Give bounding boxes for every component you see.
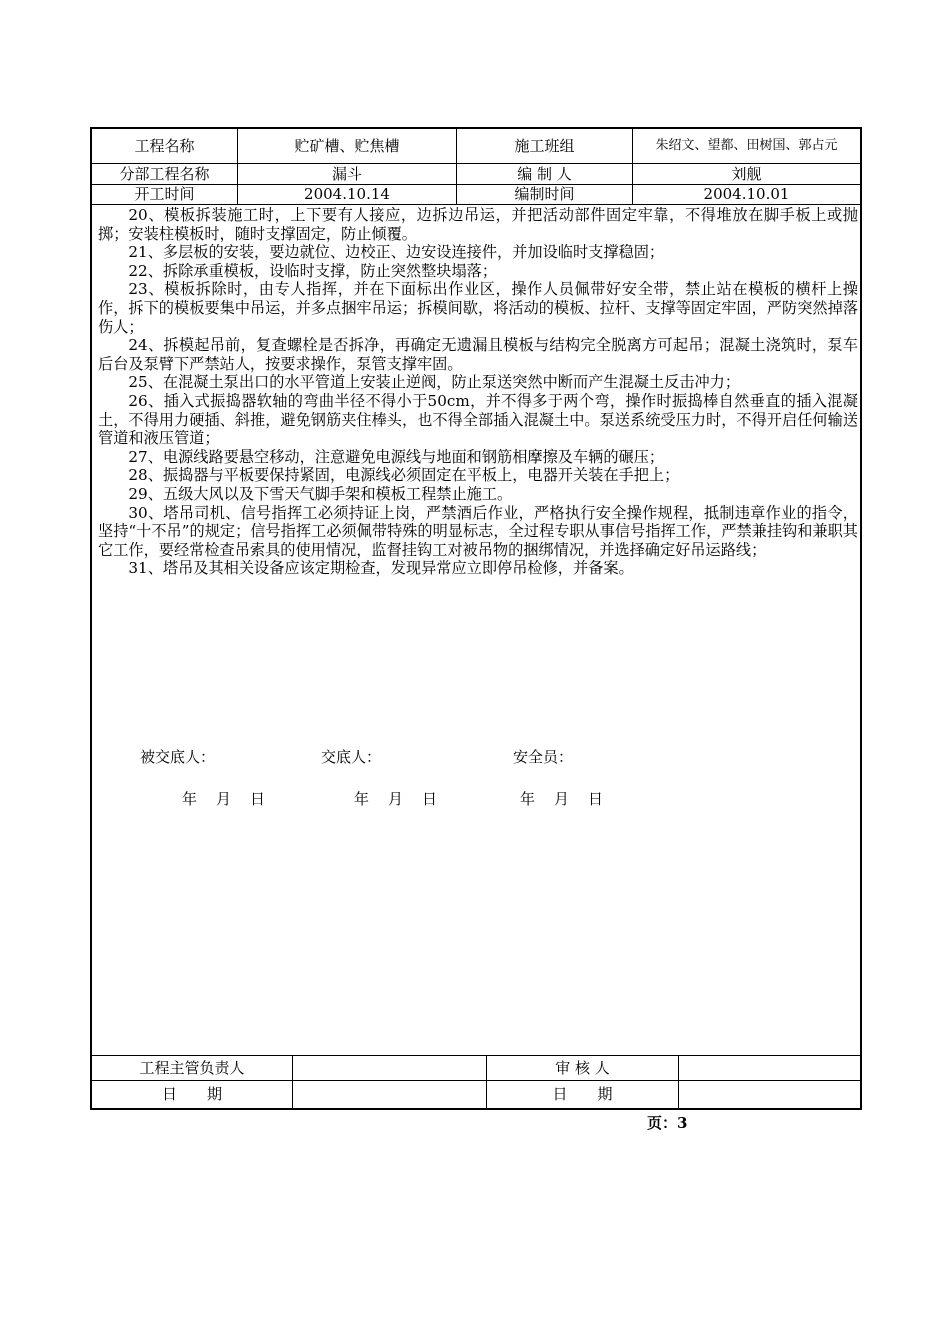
rule-paragraph: 28、振捣器与平板要保持紧固，电源线必须固定在平板上，电器开关装在手把上； [128, 466, 680, 485]
reviewer-date-label: 日 期 [487, 1080, 679, 1108]
compile-time-label: 编制时间 [457, 184, 633, 204]
disclosure-body [92, 204, 860, 1056]
date-year: 年 [520, 790, 536, 808]
footer-row-2 [92, 1080, 860, 1108]
header-row-1 [92, 129, 860, 164]
rule-paragraph: 31、塔吊及其相关设备应该定期检查，发现异常应立即停吊检修，并备案。 [128, 559, 634, 578]
reviewer-label: 审 核 人 [487, 1055, 679, 1080]
manager-date-value [293, 1080, 487, 1108]
briefer-label: 交底人： [321, 748, 382, 766]
date-day: 日 [588, 790, 604, 808]
manager-date-label: 日 期 [92, 1080, 293, 1108]
sub-project-label: 分部工程名称 [92, 163, 238, 184]
page-number: 页：3 [647, 1114, 688, 1132]
start-time-label: 开工时间 [92, 184, 238, 204]
date-month: 月 [216, 790, 232, 808]
rule-paragraph: 25、在混凝土泵出口的水平管道上安装止逆阀，防止泵送突然中断而产生混凝土反击冲力； [128, 373, 741, 392]
recipient-label: 被交底人： [140, 748, 216, 766]
start-time-value: 2004.10.14 [238, 184, 457, 204]
team-label: 施工班组 [457, 129, 633, 163]
rule-paragraph: 20、模板拆装施工时，上下要有人接应，边拆边吊运，并把活动部件固定牢靠，不得堆放在脚手板上或抛掷；安装柱模板时，随时支撑固定，防止倾覆。 [98, 206, 858, 243]
sub-project-value: 漏斗 [238, 163, 457, 184]
manager-value [293, 1055, 487, 1080]
rule-paragraph: 30、塔吊司机、信号指挥工必须持证上岗，严禁酒后作业，严格执行安全操作规程，抵制违章作业的指令，坚持“十不吊”的规定；信号指挥工必须佩带特殊的明显标志，全过程专职从事信号指挥工作，严禁兼挂钩和兼职其它工作，要经常检查吊索具的使用情况，监督挂钩工对被吊物的捆绑情况，并选择确定好吊运路线； [98, 503, 858, 559]
compile-time-value: 2004.10.01 [703, 185, 790, 203]
date-year: 年 [354, 790, 370, 808]
date-day: 日 [422, 790, 438, 808]
compiler-label: 编 制 人 [457, 163, 633, 184]
disclosure-form [90, 127, 862, 1110]
date-day: 日 [250, 790, 266, 808]
safety-rules-text [98, 206, 858, 578]
team-value: 朱绍文、望都、田树国、郭占元 [655, 138, 838, 153]
manager-label: 工程主管负责人 [92, 1055, 293, 1080]
project-name-value: 贮矿槽、贮焦槽 [238, 129, 457, 163]
rule-paragraph: 21、多层板的安装，要边就位、边校正、边安设连接件，并加设临时支撑稳固； [128, 243, 665, 262]
rule-paragraph: 27、电源线路要悬空移动，注意避免电源线与地面和钢筋相摩擦及车辆的碾压； [128, 447, 665, 466]
footer-row-1 [92, 1055, 860, 1081]
header-row-2 [92, 163, 860, 185]
rule-paragraph: 23、模板拆除时，由专人指挥，并在下面标出作业区，操作人员佩带好安全带，禁止站在模板的横杆上操作，拆下的模板要集中吊运，并多点捆牢吊运；拆模间歇，将活动的模板、拉杆、支撑等固定牢固，严防突然掉落伤人； [98, 280, 858, 336]
reviewer-date-value [679, 1080, 860, 1108]
date-month: 月 [554, 790, 570, 808]
rule-paragraph: 29、五级大风以及下雪天气脚手架和模板工程禁止施工。 [128, 484, 513, 503]
date-month: 月 [388, 790, 404, 808]
rule-paragraph: 24、拆模起吊前，复查螺栓是否拆净，再确定无遗漏且模板与结构完全脱离方可起吊；混凝土浇筑时，泵车后台及泵臂下严禁站人，按要求操作，泵管支撑牢固。 [98, 336, 858, 373]
header-row-3 [92, 184, 860, 205]
rule-paragraph: 26、插入式振捣器软轴的弯曲半径不得小于50cm，并不得多于两个弯，操作时振捣棒自然垂直的插入混凝土，不得用力硬插、斜推，避免钢筋夹住棒头，也不得全部插入混凝土中。泵送系统受压力时，不得开启任何输送管道和液压管道； [98, 391, 858, 448]
reviewer-value [679, 1055, 860, 1080]
project-name-label: 工程名称 [92, 129, 238, 163]
compiler-value: 刘舰 [731, 164, 762, 183]
rule-paragraph: 22、拆除承重模板，设临时支撑，防止突然整块塌落； [128, 261, 498, 280]
safety-officer-label: 安全员： [513, 748, 574, 766]
date-year: 年 [182, 790, 198, 808]
